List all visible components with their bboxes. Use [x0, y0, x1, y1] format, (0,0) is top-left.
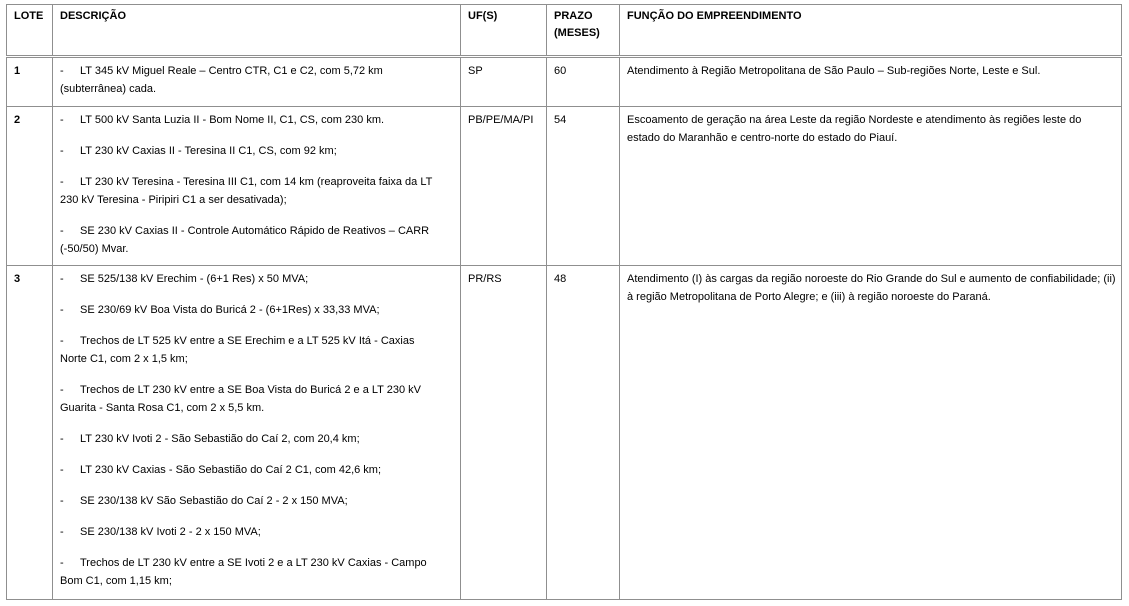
description-item-text: SE 230/69 kV Boa Vista do Buricá 2 - (6+1Res) x 33,33 MVA;: [80, 304, 380, 316]
bullet-dash: -: [60, 176, 64, 188]
uf-cell: PB/PE/MA/PI: [461, 107, 547, 266]
bullet-dash: -: [60, 225, 64, 237]
prazo-cell: 54: [547, 107, 620, 266]
bullet-dash: -: [60, 557, 64, 569]
funcao-cell: Atendimento à Região Metropolitana de São Paulo – Sub-regiões Norte, Leste e Sul.: [620, 57, 1122, 107]
description-item-text: Trechos de LT 230 kV entre a SE Boa Vista do Buricá 2 e a LT 230 kV Guarita - Santa Rosa C1, com 2 x 5,5 km.: [60, 384, 421, 414]
bullet-dash: -: [60, 273, 64, 285]
description-item: [60, 554, 456, 590]
header-descricao: DESCRIÇÃO: [53, 5, 461, 57]
description-item-text: SE 230/138 kV Ivoti 2 - 2 x 150 MVA;: [80, 526, 261, 538]
description-item-text: LT 230 kV Caxias II - Teresina II C1, CS, com 92 km;: [80, 145, 337, 157]
header-prazo: PRAZO (MESES): [547, 5, 620, 57]
bullet-dash: -: [60, 114, 64, 126]
header-uf: UF(S): [461, 5, 547, 57]
bullet-dash: -: [60, 464, 64, 476]
description-item-text: LT 230 kV Ivoti 2 - São Sebastião do Caí 2, com 20,4 km;: [80, 433, 360, 445]
lotes-table: [6, 4, 1122, 600]
funcao-cell: Escoamento de geração na área Leste da região Nordeste e atendimento às regiões leste do estado do Maranhão e centro-norte do estado do Piauí.: [620, 107, 1122, 266]
header-lote: LOTE: [7, 5, 53, 57]
description-item-text: SE 525/138 kV Erechim - (6+1 Res) x 50 MVA;: [80, 273, 309, 285]
lote-number: 1: [7, 57, 53, 107]
description-item: [60, 142, 456, 160]
description-item-text: LT 230 kV Caxias - São Sebastião do Caí 2 C1, com 42,6 km;: [80, 464, 382, 476]
description-cell: [53, 107, 461, 266]
table-row: [7, 266, 1122, 600]
bullet-dash: -: [60, 495, 64, 507]
uf-cell: PR/RS: [461, 266, 547, 600]
description-item: [60, 332, 456, 368]
description-item: [60, 492, 456, 510]
bullet-dash: -: [60, 526, 64, 538]
funcao-cell: Atendimento (I) às cargas da região noroeste do Rio Grande do Sul e aumento de confiabilidade; (ii) à região Metropolitana de Porto Alegre; e (iii) à região noroeste do Paraná.: [620, 266, 1122, 600]
description-cell: [53, 57, 461, 107]
header-row: [7, 5, 1122, 57]
description-item-text: LT 500 kV Santa Luzia II - Bom Nome II, C1, CS, com 230 km.: [80, 114, 385, 126]
description-item: [60, 270, 456, 288]
description-item-text: Trechos de LT 525 kV entre a SE Erechim e a LT 525 kV Itá - Caxias Norte C1, com 2 x 1,5 km;: [60, 335, 415, 365]
lote-number: 3: [7, 266, 53, 600]
description-item: [60, 301, 456, 319]
header-funcao: FUNÇÃO DO EMPREENDIMENTO: [620, 5, 1122, 57]
description-item: [60, 523, 456, 541]
bullet-dash: -: [60, 145, 64, 157]
prazo-cell: 60: [547, 57, 620, 107]
table-row: [7, 107, 1122, 266]
description-item: [60, 173, 456, 209]
lote-number: 2: [7, 107, 53, 266]
description-item: [60, 461, 456, 479]
table-row: [7, 57, 1122, 107]
description-item: [60, 222, 456, 258]
bullet-dash: -: [60, 384, 64, 396]
description-item-text: SE 230 kV Caxias II - Controle Automático Rápido de Reativos – CARR (-50/50) Mvar.: [60, 225, 430, 255]
description-item-text: Trechos de LT 230 kV entre a SE Ivoti 2 e a LT 230 kV Caxias - Campo Bom C1, com 1,15 km;: [60, 557, 427, 587]
description-item: [60, 381, 456, 417]
description-item: [60, 111, 456, 129]
bullet-dash: -: [60, 304, 64, 316]
bullet-dash: -: [60, 433, 64, 445]
prazo-cell: 48: [547, 266, 620, 600]
description-item-text: SE 230/138 kV São Sebastião do Caí 2 - 2 x 150 MVA;: [80, 495, 348, 507]
description-item: [60, 62, 456, 98]
bullet-dash: -: [60, 335, 64, 347]
description-item-text: LT 345 kV Miguel Reale – Centro CTR, C1 e C2, com 5,72 km (subterrânea) cada.: [60, 65, 383, 95]
bullet-dash: -: [60, 65, 64, 77]
description-item-text: LT 230 kV Teresina - Teresina III C1, com 14 km (reaproveita faixa da LT 230 kV Teresina - Piripiri C1 a ser desativada);: [60, 176, 433, 206]
description-cell: [53, 266, 461, 600]
uf-cell: SP: [461, 57, 547, 107]
description-item: [60, 430, 456, 448]
